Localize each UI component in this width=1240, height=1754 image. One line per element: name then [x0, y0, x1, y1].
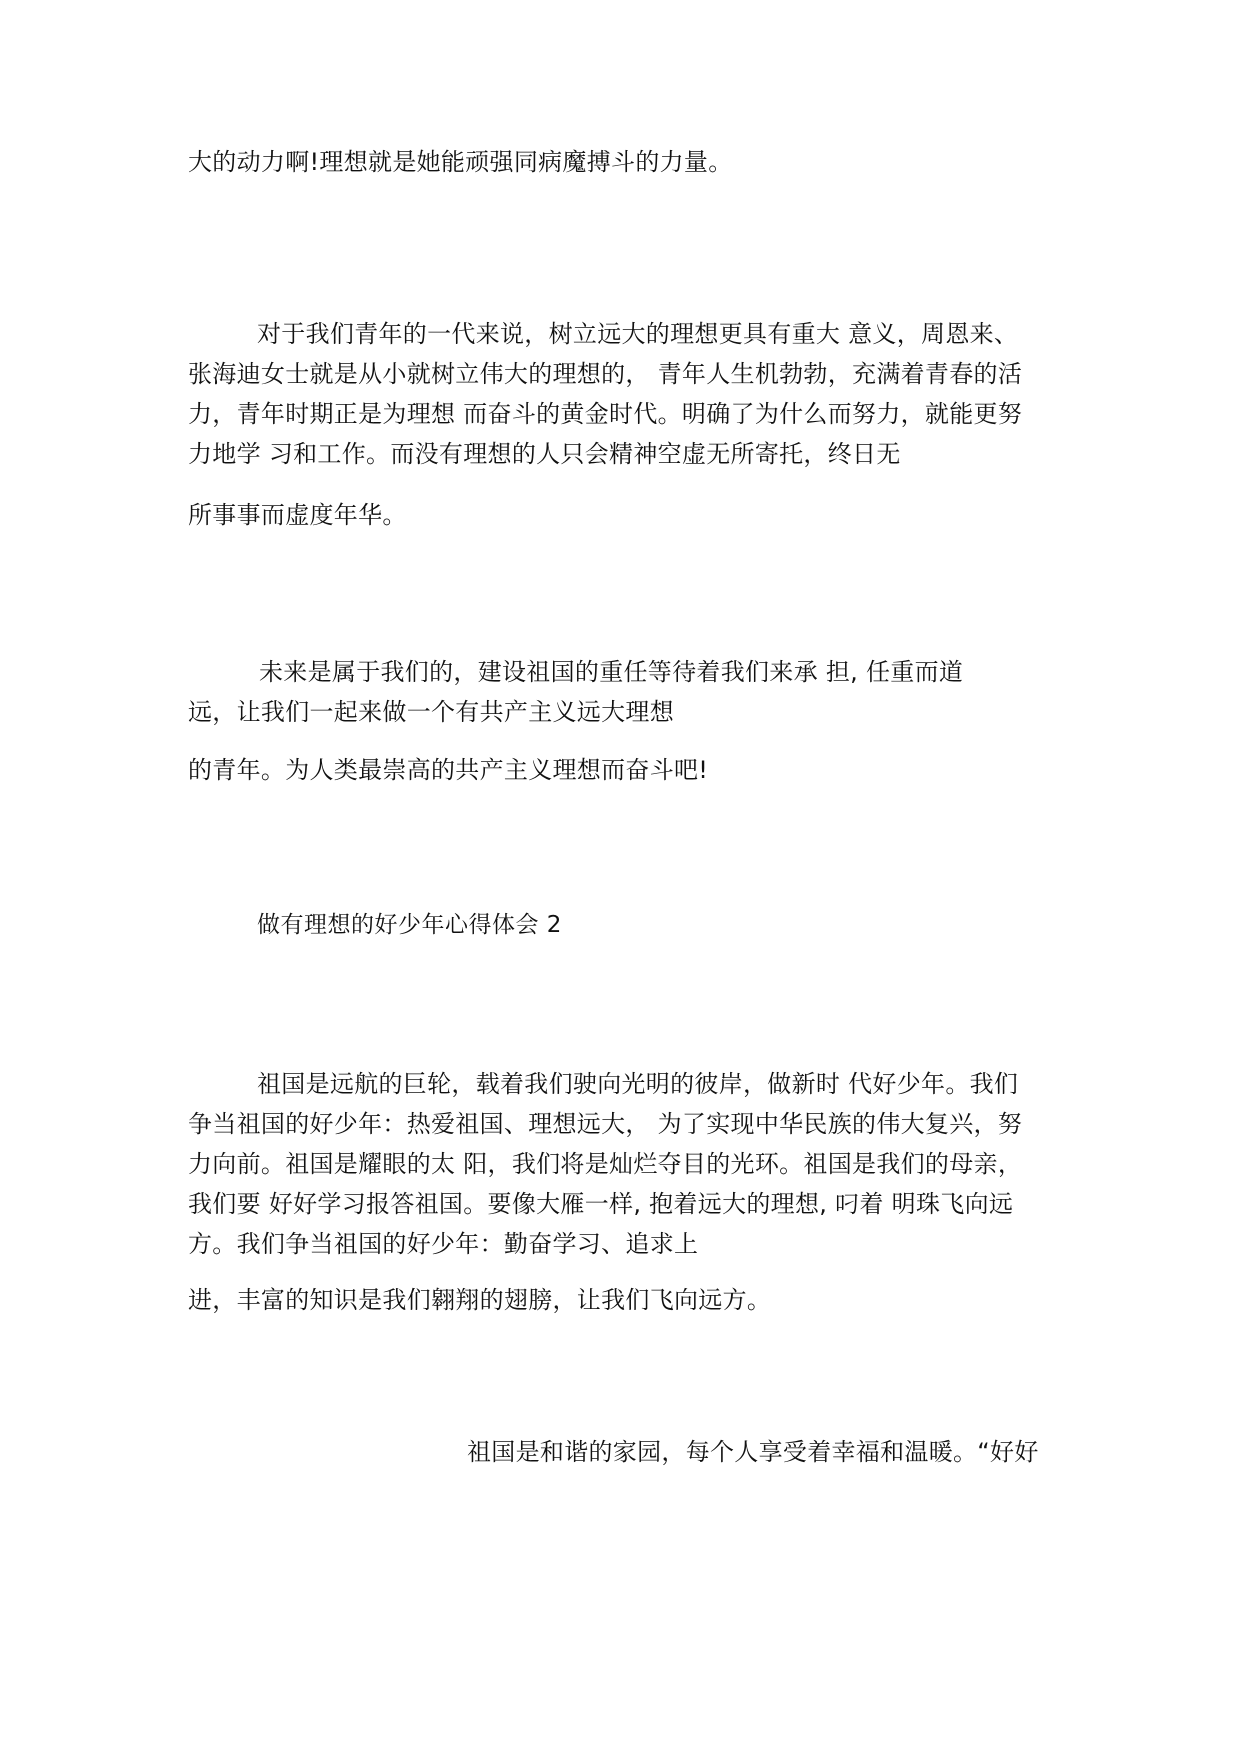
paragraph-youth-line-3: 力，青年时期正是为理想 而奋斗的黄金时代。明确了为什么而努力，就能更努	[188, 400, 1023, 428]
paragraph-motherland-line-5: 方。我们争当祖国的好少年：勤奋学习、追求上	[188, 1230, 699, 1258]
paragraph-continuation-line: 大的动力啊!理想就是她能顽强同病魔搏斗的力量。	[188, 148, 733, 176]
paragraph-youth-line-1: 对于我们青年的一代来说，树立远大的理想更具有重大 意义，周恩来、	[257, 320, 1019, 348]
paragraph-youth-line-5: 所事事而虚度年华。	[188, 501, 407, 529]
paragraph-motherland-line-2: 争当祖国的好少年：热爱祖国、理想远大， 为了实现中华民族的伟大复兴，努	[188, 1110, 1023, 1138]
paragraph-motherland-line-6: 进，丰富的知识是我们翱翔的翅膀，让我们飞向远方。	[188, 1286, 772, 1314]
paragraph-future-line-3: 的青年。为人类最崇高的共产主义理想而奋斗吧!	[188, 756, 709, 784]
paragraph-motherland-line-3: 力向前。祖国是耀眼的太 阳，我们将是灿烂夺目的光环。祖国是我们的母亲，	[188, 1150, 1023, 1178]
paragraph-home-line-1: 祖国是和谐的家园，每个人享受着幸福和温暖。“好好	[467, 1438, 1039, 1466]
paragraph-motherland-line-4: 我们要 好好学习报答祖国。要像大雁一样, 抱着远大的理想, 叼着 明珠飞向远	[188, 1190, 1014, 1218]
paragraph-future-line-1: 未来是属于我们的，建设祖国的重任等待着我们来承 担, 任重而道	[259, 658, 964, 686]
section-heading: 做有理想的好少年心得体会 2	[257, 912, 562, 938]
paragraph-youth-line-4: 力地学 习和工作。而没有理想的人只会精神空虚无所寄托，终日无	[188, 440, 901, 468]
paragraph-youth-line-2: 张海迪女士就是从小就树立伟大的理想的， 青年人生机勃勃，充满着青春的活	[188, 360, 1023, 388]
paragraph-motherland-line-1: 祖国是远航的巨轮，载着我们驶向光明的彼岸，做新时 代好少年。我们	[257, 1070, 1019, 1098]
paragraph-future-line-2: 远，让我们一起来做一个有共产主义远大理想	[188, 698, 674, 726]
